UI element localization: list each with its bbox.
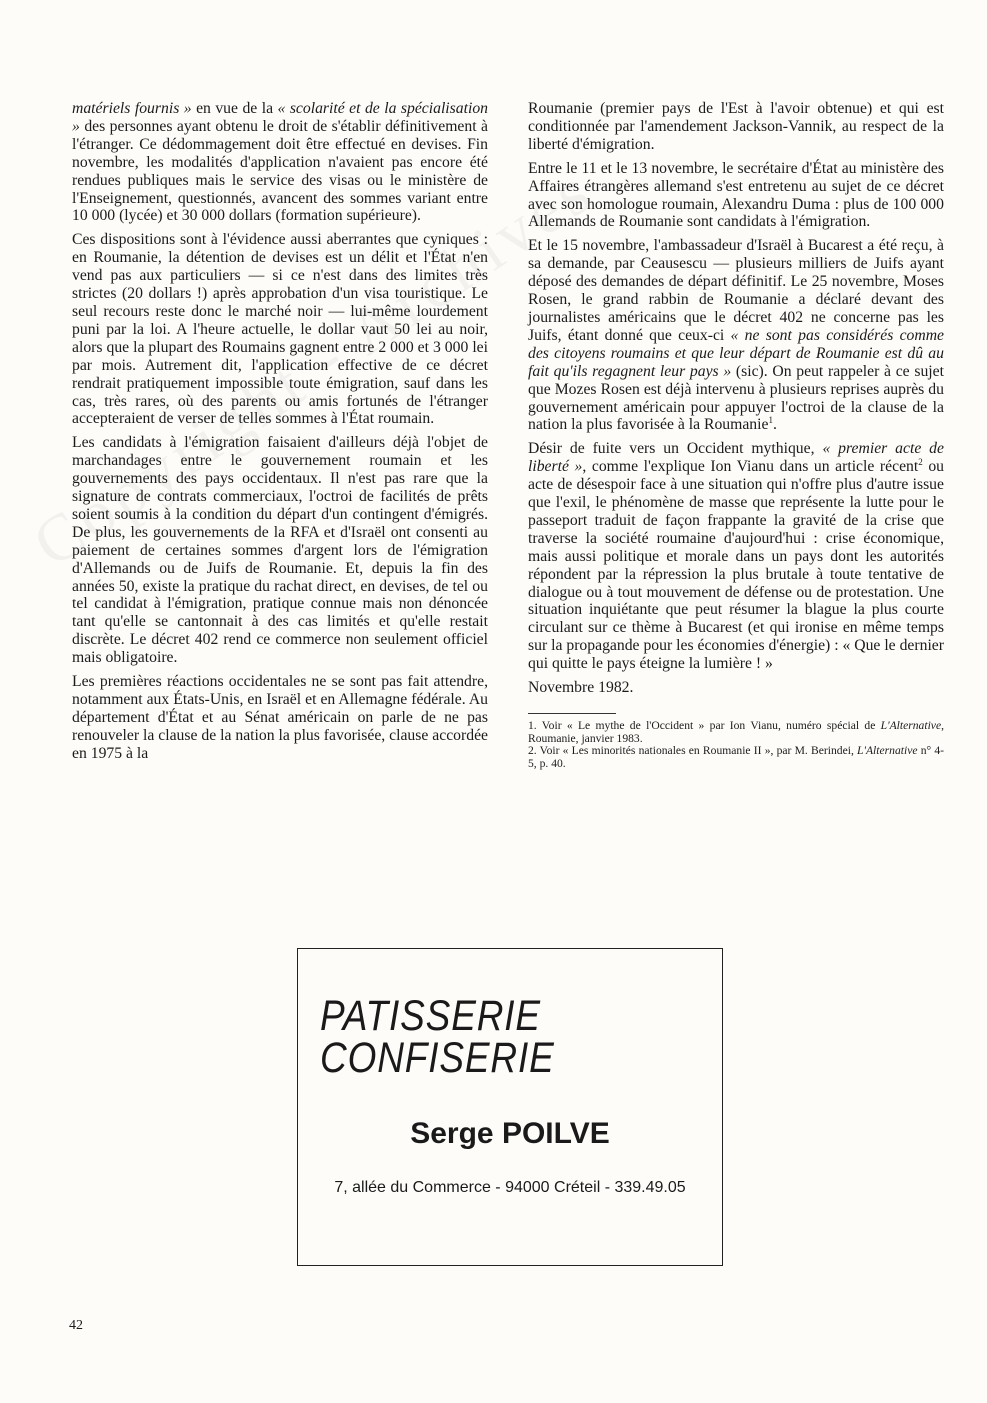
footnote-1 bbox=[528, 720, 944, 745]
paragraph: Les premières réactions occidentales ne se sont pas fait attendre, notamment aux États-Unis, en Israël et en Allemagne fédérale. Au département d'État et au Sénat américain on parle de ne pas renouveler la clause de la nation la plus favorisée, clause accordée en 1975 à la bbox=[72, 673, 488, 762]
paragraph-text: ou acte de désespoir face à une situation qui n'offre plus d'autre issue que l'exil, le phénomène de masse que représente la lutte pour le passeport traduit de façon frappante la gravité de la crise que traverse la société roumaine d'aujourd'hui : crise économique, mais aussi politique et morale dans un pays dont les autorités répondent par la répression la plus brutale à toute tentative de dialogue ou à tout mouvement de défense ou de protestation. Une situation inquiétante que peut résumer la blague la plus courte circulant sur ce thème à Bucarest (et qui ironise en même temps sur la propagande pour les économies d'énergie) : « Que le dernier qui quitte le pays éteigne la lumière ! » bbox=[528, 458, 944, 673]
paragraph-text: (sic). On peut rappeler à ce sujet que Mozes Rosen est déjà intervenu à plusieurs reprises auprès du gouvernement américain pour appuyer l'octroi de la clause de la nation la plus favorisée à la Roumanie bbox=[528, 362, 944, 434]
paragraph: Les candidats à l'émigration faisaient d'ailleurs déjà l'objet de marchandages entre le gouvernement roumain et les gouvernements des pays occidentaux. Il n'est pas rare que la signature de contrats commerciaux, l'octroi de facilités de prêts soient soumis à la condition du départ d'un contingent d'émigrés. De plus, les gouvernements de la RFA et d'Israël ont consenti au paiement de certaines sommes d'argent lors de l'émigration d'Allemands ou de Juifs de Roumanie. Et, depuis la fin des années 50, existe la pratique du rachat direct, en devises, de tel ou tel candidat à l'émigration, pratique connue mais non dénoncée tant qu'elle se cantonnait à des cas limités et qu'elle restait discrète. Le décret 402 rend ce commerce non seulement officiel mais obligatoire. bbox=[72, 434, 488, 667]
paragraph-text: Désir de fuite vers un Occident mythique, bbox=[528, 440, 815, 458]
ad-name: Serge POILVE bbox=[410, 1117, 610, 1150]
ad-title-line: PATISSERIE bbox=[320, 992, 541, 1040]
italic-text: matériels fournis » bbox=[72, 100, 192, 117]
date-line: Novembre 1982. bbox=[528, 679, 634, 697]
footnote-text: 1. Voir « Le mythe de l'Occident » par Ion Vianu, numéro spécial de bbox=[528, 719, 876, 732]
page-number: 42 bbox=[69, 1318, 83, 1333]
advertisement-box bbox=[297, 948, 723, 1266]
italic-quote: « premier acte de liberté » bbox=[528, 440, 944, 476]
right-column bbox=[528, 100, 944, 770]
footnote-ref: 2 bbox=[918, 456, 923, 467]
ad-address: 7, allée du Commerce - 94000 Créteil - 339.49.05 bbox=[334, 1179, 686, 1196]
paragraph-text: en vue de la bbox=[196, 100, 274, 117]
ad-title-line: CONFISERIE bbox=[320, 1034, 555, 1082]
paragraph bbox=[528, 440, 944, 673]
footnote-2 bbox=[528, 745, 944, 770]
ad-title bbox=[320, 992, 555, 1082]
paragraph bbox=[528, 237, 944, 434]
footnotes bbox=[528, 720, 944, 770]
paragraph: Roumanie (premier pays de l'Est à l'avoir obtenue) et qui est conditionnée par l'amendement Jackson-Vannik, au respect de la liberté d'émigration. bbox=[528, 100, 944, 153]
italic-text: « scolarité et de la spécialisation » bbox=[72, 100, 489, 135]
left-column bbox=[72, 100, 488, 769]
paragraph: Entre le 11 et le 13 novembre, le secrétaire d'État au ministère des Affaires étrangères allemand s'est entretenu au sujet de ce décret avec son homologue roumain, Alexandru Duma : plus de 100 000 Allemands de Roumanie sont candidats à l'émigration. bbox=[528, 159, 944, 231]
paragraph-text: , comme l'explique Ion Vianu dans un article récent bbox=[582, 458, 919, 476]
footnote-divider bbox=[528, 713, 616, 714]
footnote-italic: L'Alternative bbox=[880, 719, 942, 732]
footnote-ref: 1 bbox=[768, 415, 773, 426]
paragraph: Ces dispositions sont à l'évidence aussi aberrantes que cyniques : en Roumanie, la détention de devises est un délit et l'État n'en vend pas aux particuliers — si ce n'est dans des limites très strictes (20 dollars !) après approbation d'un visa touristique. Le seul recours reste donc le marché noir — lui-même lourdement puni par la loi. A l'heure actuelle, le dollar vaut 50 lei au noir, alors que la plupart des Roumains gagnent entre 2 000 et 3 000 lei par mois. Autrement dit, l'application effective de ce décret rendrait pratiquement impossible toute émigration, sauf dans les cas, très rares, où des parents ou amis fortunés de l'étranger accepteraient de verser de telles sommes à l'État roumain. bbox=[72, 231, 488, 428]
punctuation: . bbox=[772, 416, 777, 434]
footnote-text: 2. Voir « Les minorités nationales en Roumanie II », par M. Berindei, bbox=[528, 744, 854, 758]
paragraph-text: Et le 15 novembre, l'ambassadeur d'Israël à Bucarest a été reçu, à sa demande, par Ceausescu — plusieurs milliers de Juifs ayant déposé des demandes de départ définitif. Le 25 novembre, Moses Rosen, le grand rabbin de Roumanie a déclaré devant des journalistes américains que le décret 402 ne concerne pas les Juifs, étant donné que ceux-ci bbox=[528, 237, 944, 344]
footnote-italic: L'Alternative bbox=[857, 744, 918, 758]
italic-quote: « ne sont pas considérés comme des citoyens roumains et que leur départ de Roumanie est dû au fait qu'ils regagnent leur pays » bbox=[528, 326, 944, 380]
paragraph-text: des personnes ayant obtenu le droit de s'établir définitivement à l'étranger. Ce dédommagement doit être effectué en devises. Fin novembre, les modalités d'application n'avaient pas encore été rendues publiques mais le service des visas ou le ministère de l'Enseignement, questionnés, avancent des sommes variant entre 10 000 (lycée) et 30 000 dollars (formation supérieure). bbox=[72, 117, 488, 225]
footnote-text: , Roumanie, janvier 1983. bbox=[528, 719, 944, 745]
footnote-text: n° 4-5, p. 40. bbox=[528, 744, 944, 770]
paragraph bbox=[72, 100, 488, 225]
